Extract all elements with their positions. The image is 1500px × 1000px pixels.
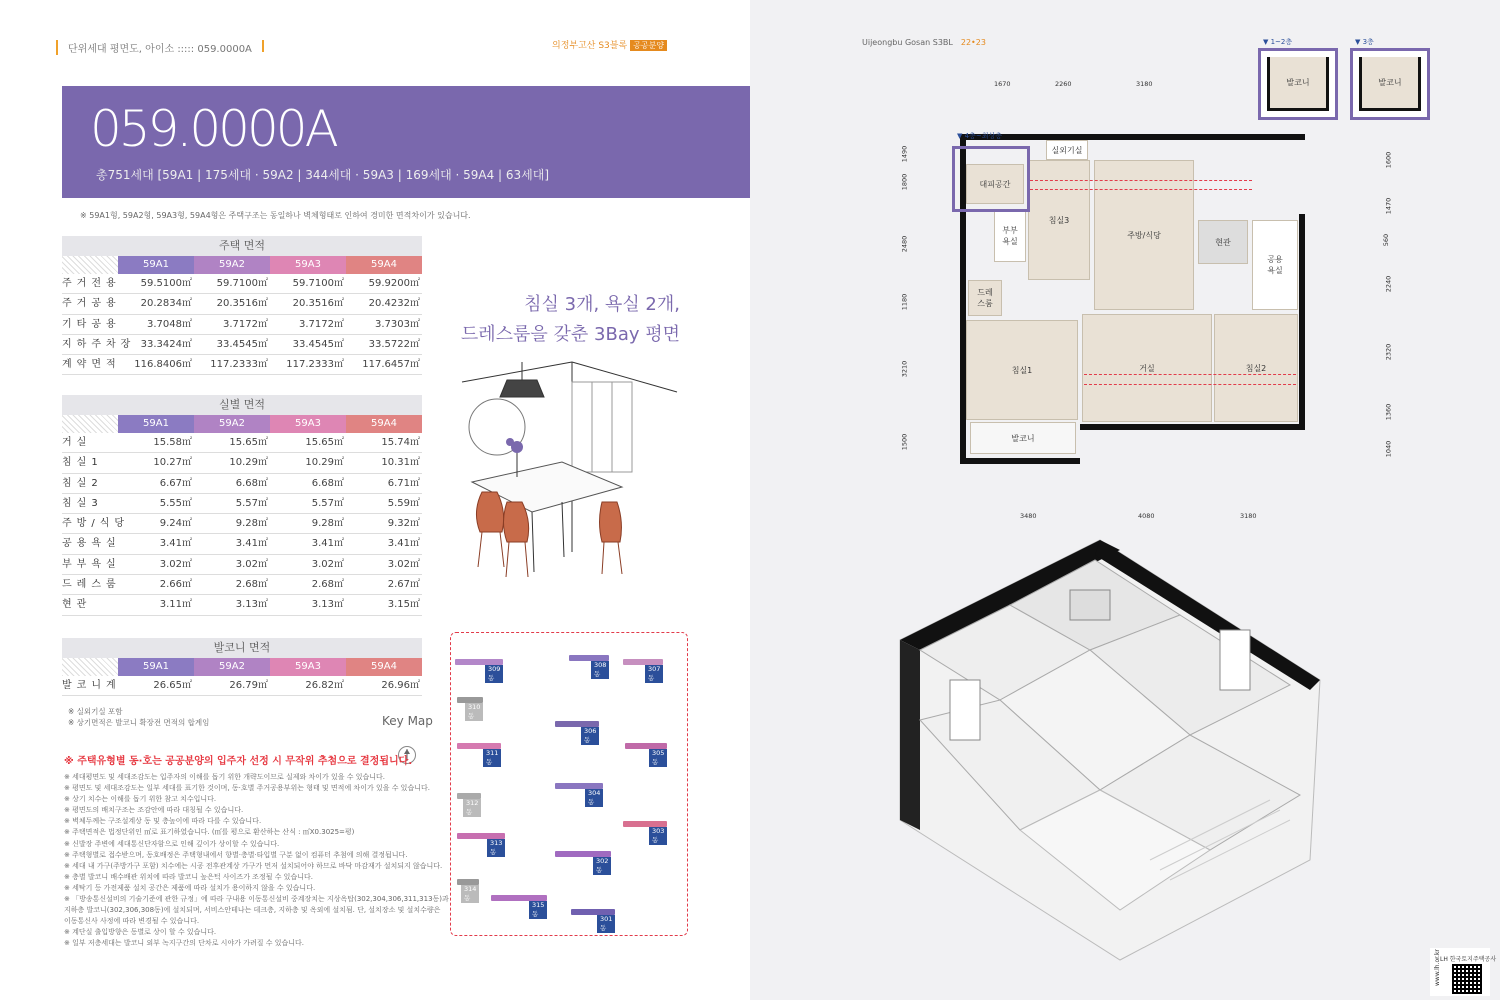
publisher-url: www.lh.or.kr [1434, 949, 1441, 986]
disclaimer-item: ※ 계단실 출입방향은 동별로 상이 할 수 있습니다. [64, 928, 217, 937]
header-hatch [62, 658, 118, 676]
table-body [62, 676, 422, 696]
table-cell: 3.15㎡ [387, 599, 420, 611]
col-header: 59A1 [118, 415, 194, 433]
room-common-bath: 공용 욕실 [1252, 220, 1298, 310]
right-page [750, 0, 1500, 1000]
project-title: Uijeongbu Gosan S3BL [862, 38, 953, 47]
note-line: ※ 실외기실 포함 [68, 707, 123, 716]
dim-left: 2480 [900, 235, 909, 253]
table-cell: 6.67㎡ [159, 477, 192, 489]
table-cell: 20.4232㎡ [368, 298, 420, 310]
table-row [62, 294, 422, 314]
building-label: 315동 [529, 901, 547, 919]
table-header [62, 256, 422, 274]
dim-right: 2320 [1384, 343, 1393, 361]
table-cell: 117.6457㎡ [362, 359, 420, 371]
page-numbers: 22•23 [960, 38, 986, 47]
table-title: 주택 면적 [62, 236, 422, 256]
keymap-building [457, 687, 483, 720]
row-label: 기타공용 [62, 318, 121, 330]
table-cell: 33.5722㎡ [368, 338, 420, 350]
dim-left: 1490 [900, 145, 909, 163]
table-cell: 9.32㎡ [387, 518, 420, 530]
slogan-line: 침실 3개, 욕실 2개, [524, 294, 680, 315]
table-cell: 3.02㎡ [387, 558, 420, 570]
row-label: 부부욕실 [62, 558, 121, 570]
col-header: 59A4 [346, 415, 422, 433]
table-cell: 2.68㎡ [235, 579, 268, 591]
table-row [62, 474, 422, 494]
col-header: 59A2 [194, 415, 270, 433]
disclaimer-item: ※ 세대 내 가구(주방가구 포함) 치수에는 시공 전후관계상 가구가 먼저 설치되어야 하므로 바닥 마감재가 설치되지 않습니다. [64, 861, 443, 870]
keymap-building [491, 885, 547, 918]
table-cell: 15.58㎡ [153, 437, 192, 448]
dim-right: 2240 [1384, 275, 1393, 293]
building-label: 314동 [461, 885, 479, 903]
table-cell: 2.66㎡ [159, 579, 192, 591]
keymap-building [457, 733, 501, 766]
table-cell: 9.28㎡ [235, 518, 268, 530]
table-cell: 3.7303㎡ [375, 318, 420, 330]
table-cell: 26.79㎡ [229, 680, 268, 691]
table-row [62, 315, 422, 335]
keymap-building [625, 733, 667, 766]
publisher-logo [1430, 948, 1497, 996]
table-cell: 117.2333㎡ [210, 359, 268, 371]
keymap-building [457, 869, 479, 902]
row-label: 드레스룸 [62, 579, 121, 591]
key-map [450, 632, 688, 936]
breadcrumb: 단위세대 평면도, 아이소 ::::: 059.0000A [56, 40, 252, 55]
disclaimer-item: ※ 층별 발코니 배수배관 위치에 따라 발코니 높은턱 사이즈가 조정될 수 있습니다. [64, 872, 313, 881]
dim-left: 1500 [900, 433, 909, 451]
wall-bottom [960, 458, 1080, 464]
table-cell: 59.9200㎡ [368, 278, 420, 289]
dim-left: 1800 [900, 173, 909, 191]
building-label: 309동 [485, 665, 503, 683]
building-label: 311동 [483, 749, 501, 767]
table-cell: 9.24㎡ [159, 518, 192, 530]
building-label: 308동 [591, 661, 609, 679]
dashed-line [1084, 384, 1296, 385]
keymap-building [569, 645, 609, 678]
table-cell: 3.02㎡ [159, 558, 192, 570]
table-cell: 5.59㎡ [387, 497, 420, 509]
dim-left: 1180 [900, 293, 909, 311]
room-area-table [62, 395, 422, 616]
table-row [62, 676, 422, 696]
table-header [62, 658, 422, 676]
page-header [862, 38, 986, 47]
disclaimer-item: ※ 세탁기 등 가전제품 설치 공간은 제품에 따라 설치가 용이하지 않을 수 있습니다. [64, 883, 316, 892]
dashed-line [1030, 180, 1252, 181]
keymap-building [555, 841, 611, 874]
disclaimer-item: ※ 벽체두께는 구조설계상 동 및 층높이에 따라 다를 수 있습니다. [64, 817, 262, 826]
room-bed1: 침실1 [966, 320, 1078, 420]
note-line: ※ 상기면적은 발코니 확장전 면적의 합계임 [68, 718, 210, 727]
disclaimer-item: ※ 주택면적은 법정단위인 ㎡로 표기하였습니다. (㎡를 평으로 환산하는 산식 : ㎡X0.3025=평) [64, 828, 355, 837]
isometric-view-image [890, 530, 1330, 970]
header-hatch [62, 256, 118, 274]
table-cell: 3.13㎡ [311, 599, 344, 611]
building-label: 306동 [581, 727, 599, 745]
table-cell: 3.7172㎡ [223, 318, 268, 330]
table-cell: 59.5100㎡ [140, 278, 192, 289]
col-header: 59A2 [194, 658, 270, 676]
col-header: 59A3 [270, 658, 346, 676]
disclaimer-item: 지하층 발코니(302,306,308동)에 설치되며, 서비스안테나는 데크층, 지하층 및 옥외에 설치됨. 단, 설치장소 및 설치수량은 [64, 906, 441, 915]
col-header: 59A4 [346, 256, 422, 274]
housing-area-table [62, 236, 422, 375]
interior-sketch-image [452, 352, 682, 582]
row-label: 침실1 [62, 457, 103, 469]
keymap-label: Key Map [382, 714, 433, 728]
col-header: 59A4 [346, 658, 422, 676]
variant-label: ▼ 3층 [1355, 38, 1374, 46]
keymap-building [623, 649, 663, 682]
room-balcony: 발코니 [970, 422, 1076, 454]
dashed-line [1084, 374, 1296, 375]
table-cell: 6.71㎡ [387, 477, 420, 489]
brand-tag: 공공분양 [630, 40, 667, 51]
dim-bottom: 3480 [1020, 512, 1037, 520]
table-cell: 15.74㎡ [381, 437, 420, 448]
table-cell: 5.55㎡ [159, 497, 192, 509]
publisher-name: LH 한국토지주택공사 [1440, 956, 1497, 963]
keymap-building [457, 823, 505, 856]
room-living: 거실 [1082, 314, 1212, 422]
table-row [62, 575, 422, 595]
table-cell: 59.7100㎡ [216, 278, 268, 289]
dim-right: 1040 [1384, 440, 1393, 458]
building-label: 303동 [649, 827, 667, 845]
table-cell: 10.27㎡ [153, 457, 192, 469]
row-label: 침실2 [62, 477, 103, 489]
room-bed3: 침실3 [1028, 160, 1090, 280]
table-row [62, 595, 422, 615]
keymap-building [571, 899, 615, 932]
room-alpha: 대피공간 [966, 164, 1024, 204]
table-row [62, 494, 422, 514]
warning-text: ※ 주택유형별 동·호는 공공분양의 입주자 선정 시 무작위 추첨으로 결정됩니다. [64, 756, 413, 767]
variant-label: ▼ 4층~최상층 [957, 132, 1002, 140]
variant-label: ▼ 1~2층 [1263, 38, 1293, 46]
qr-code-icon [1452, 964, 1482, 994]
header-hatch [62, 415, 118, 433]
keymap-building [555, 773, 603, 806]
table-row [62, 274, 422, 294]
disclaimer-item: ※ 평면도 및 세대조감도는 일부 세대를 표기한 것이며, 동·호별 주거공용부위는 형태 및 면적에 차이가 있을 수 있습니다. [64, 784, 430, 793]
dashed-line [1030, 189, 1252, 190]
table-cell: 5.57㎡ [311, 497, 344, 509]
table-cell: 3.41㎡ [159, 538, 192, 550]
table-cell: 26.82㎡ [305, 680, 344, 691]
building-label: 313동 [487, 839, 505, 857]
table-cell: 2.68㎡ [311, 579, 344, 591]
table-cell: 33.3424㎡ [140, 338, 192, 350]
keymap-building [457, 783, 481, 816]
variant-room: 발코니 [1359, 57, 1421, 111]
table-row [62, 534, 422, 554]
table-cell: 6.68㎡ [235, 477, 268, 489]
variant-floor-4-top [952, 132, 1030, 212]
table-cell: 26.65㎡ [153, 680, 192, 691]
building-label: 307동 [645, 665, 663, 683]
table-row [62, 514, 422, 534]
dim-top: 1670 [994, 80, 1011, 88]
table-cell: 3.02㎡ [311, 558, 344, 570]
table-cell: 3.11㎡ [159, 599, 192, 611]
disclaimer-item: ※ 「방송통신설비의 기술기준에 관한 규정」에 따라 구내용 이동통신설비 중계장치는 지상옥탑(302,304,306,311,313동)과 [64, 895, 449, 904]
wall-bottom-right [1080, 424, 1305, 430]
col-header: 59A1 [118, 658, 194, 676]
slogan [440, 290, 680, 350]
keymap-building [455, 649, 503, 682]
row-label: 거실 [62, 437, 92, 448]
table-cell: 10.29㎡ [229, 457, 268, 469]
table-cell: 3.7172㎡ [299, 318, 344, 330]
room-utility: 실외기실 [1046, 140, 1088, 160]
building-label: 312동 [463, 799, 481, 817]
table-cell: 2.67㎡ [387, 579, 420, 591]
table-cell: 3.13㎡ [235, 599, 268, 611]
dim-top: 3180 [1136, 80, 1153, 88]
disclaimer-item: ※ 신발장 주변에 세대통신단자함으로 인해 깊이가 상이할 수 있습니다. [64, 839, 280, 848]
table-cell: 15.65㎡ [305, 437, 344, 448]
table-cell: 3.41㎡ [235, 538, 268, 550]
row-label: 주방/식당 [62, 518, 130, 530]
table-cell: 3.41㎡ [311, 538, 344, 550]
brand-name: 의정부고산 S3블록 [552, 41, 628, 51]
table-body [62, 433, 422, 616]
dim-top: 2260 [1055, 80, 1072, 88]
room-master-bath: 부부 욕실 [994, 210, 1026, 262]
building-label: 302동 [593, 857, 611, 875]
table-cell: 3.7048㎡ [147, 318, 192, 330]
disclaimer-item: 이동통신사 사정에 따라 변경될 수 있습니다. [64, 917, 200, 926]
table-cell: 20.2834㎡ [140, 298, 192, 310]
table-cell: 117.2333㎡ [286, 359, 344, 371]
table-cell: 20.3516㎡ [292, 298, 344, 310]
disclaimer-item: ※ 세대평면도 및 세대조감도는 입주자의 이해를 돕기 위한 개략도이므로 실제와 차이가 있을 수 있습니다. [64, 773, 386, 781]
table-row [62, 335, 422, 355]
table-header [62, 415, 422, 433]
table-cell: 33.4545㎡ [292, 338, 344, 350]
variant-floor-1-2 [1258, 38, 1338, 120]
table-cell: 26.96㎡ [381, 680, 420, 691]
balcony-area-table [62, 638, 422, 696]
dim-bottom: 4080 [1138, 512, 1155, 520]
hero-banner [62, 86, 750, 198]
table-cell: 116.8406㎡ [134, 359, 192, 371]
disclaimer-item: ※ 일부 저층세대는 발코니 외부 녹지구간의 단차로 시야가 가려질 수 있습니다. [64, 939, 304, 948]
disclaimer-item: ※ 상기 치수는 이해를 돕기 위한 참고 치수입니다. [64, 795, 217, 804]
col-header: 59A3 [270, 415, 346, 433]
dim-right: 1470 [1384, 197, 1393, 215]
table-cell: 10.31㎡ [381, 457, 420, 469]
col-header: 59A3 [270, 256, 346, 274]
table-row [62, 555, 422, 575]
table-row [62, 433, 422, 453]
dim-right: 1600 [1384, 151, 1393, 169]
building-label: 305동 [649, 749, 667, 767]
disclaimer-item: ※ 주택형별로 접수받으며, 동호배정은 주택형내에서 향별·층별·타입별 구분 없이 컴퓨터 추첨에 의해 결정됩니다. [64, 850, 408, 859]
wall-top [960, 134, 1305, 140]
building-label: 310동 [465, 703, 483, 721]
variant-room: 발코니 [1267, 57, 1329, 111]
row-label: 현관 [62, 599, 92, 611]
row-label: 공용욕실 [62, 538, 121, 550]
dim-right: 1360 [1384, 403, 1393, 421]
keymap-building [555, 711, 599, 744]
row-label: 침실3 [62, 497, 103, 509]
table-title: 실별 면적 [62, 395, 422, 415]
room-dress: 드레 스룸 [968, 280, 1002, 316]
building-label: 301동 [597, 915, 615, 933]
table-cell: 10.29㎡ [305, 457, 344, 469]
row-label: 지하주차장 [62, 338, 136, 350]
wall-right [1299, 214, 1305, 430]
table-body [62, 274, 422, 375]
variant-floor-3 [1350, 38, 1430, 120]
type-note: ※ 59A1형, 59A2형, 59A3형, 59A4형은 주택구조는 동일하나 벽체형태로 인하여 경미한 면적차이가 있습니다. [80, 211, 471, 220]
row-label: 계약면적 [62, 359, 121, 371]
area-notes [68, 706, 209, 728]
brand-label [552, 38, 667, 51]
room-entrance: 현관 [1198, 220, 1248, 264]
building-label: 304동 [585, 789, 603, 807]
table-row [62, 355, 422, 375]
row-label: 주거공용 [62, 298, 121, 310]
dim-bottom: 3180 [1240, 512, 1257, 520]
unit-type-code: 059.0000A [90, 100, 336, 158]
table-cell: 9.28㎡ [311, 518, 344, 530]
row-label: 발코니계 [62, 680, 121, 691]
dim-left: 3210 [900, 360, 909, 378]
keymap-building [623, 811, 667, 844]
slogan-line: 드레스룸을 갖춘 3Bay 평면 [460, 324, 680, 345]
table-cell: 3.41㎡ [387, 538, 420, 550]
table-cell: 59.7100㎡ [292, 278, 344, 289]
table-row [62, 453, 422, 473]
table-title: 발코니 면적 [62, 638, 422, 658]
table-cell: 6.68㎡ [311, 477, 344, 489]
unit-count-summary: 총751세대 [59A1 | 175세대 · 59A2 | 344세대 · 59A3 | 169세대 · 59A4 | 63세대] [96, 168, 550, 182]
room-bed2: 침실2 [1214, 314, 1298, 422]
table-cell: 3.02㎡ [235, 558, 268, 570]
disclaimer-list [64, 772, 449, 950]
col-header: 59A1 [118, 256, 194, 274]
row-label: 주거전용 [62, 278, 121, 289]
table-cell: 15.65㎡ [229, 437, 268, 448]
table-cell: 5.57㎡ [235, 497, 268, 509]
table-cell: 20.3516㎡ [216, 298, 268, 310]
disclaimer-item: ※ 평면도의 배치구조는 조감안에 따라 대칭될 수 있습니다. [64, 806, 244, 815]
dim-right: 560 [1382, 233, 1391, 247]
col-header: 59A2 [194, 256, 270, 274]
table-cell: 33.4545㎡ [216, 338, 268, 350]
room-kitchen: 주방/식당 [1094, 160, 1194, 310]
